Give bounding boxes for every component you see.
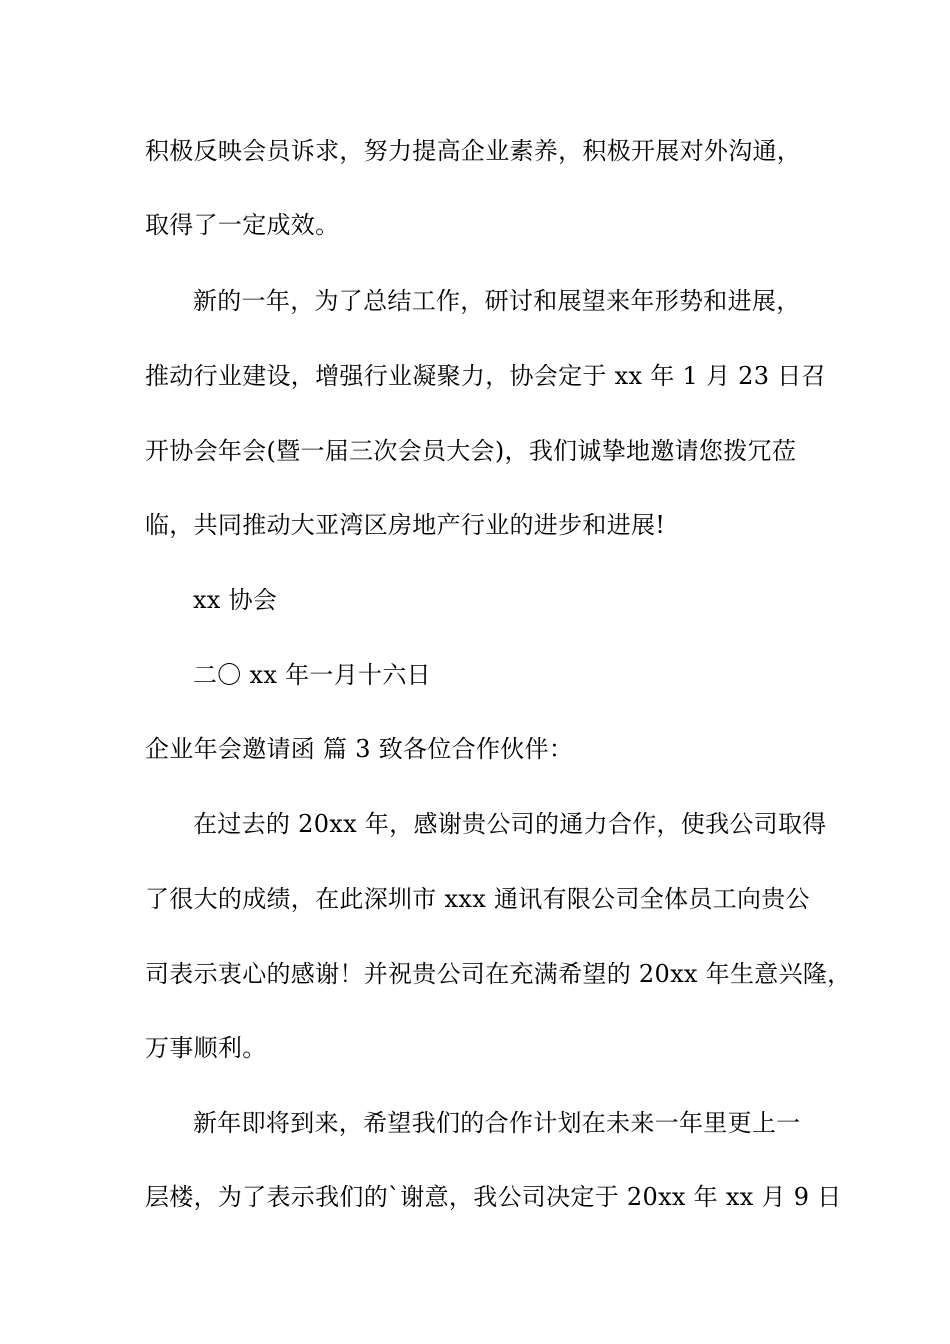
paragraph-line: 层楼，为了表示我们的`谢意，我公司决定于 20xx 年 xx 月 9 日 (145, 1183, 842, 1211)
paragraph-line: 司表示衷心的感谢！并祝贵公司在充满希望的 20xx 年生意兴隆， (145, 960, 852, 988)
paragraph-line: 了很大的成绩，在此深圳市 xxx 通讯有限公司全体员工向贵公 (145, 885, 810, 913)
paragraph-line: 推动行业建设，增强行业凝聚力，协会定于 xx 年 1 月 23 日召 (145, 362, 826, 390)
paragraph-line: 万事顺利。 (145, 1034, 267, 1062)
paragraph-line: 在过去的 20xx 年，感谢贵公司的通力合作，使我公司取得 (193, 810, 827, 838)
paragraph-line: 积极反映会员诉求，努力提高企业素养，积极开展对外沟通， (145, 137, 802, 165)
signature-org: xx 协会 (193, 586, 278, 614)
paragraph-line: 开协会年会(暨一届三次会员大会)，我们诚挚地邀请您拨冗莅 (145, 437, 797, 465)
paragraph-line: 新年即将到来，希望我们的合作计划在未来一年里更上一 (193, 1109, 801, 1137)
signature-date: 二〇 xx 年一月十六日 (193, 661, 431, 689)
paragraph-line: 新的一年，为了总结工作，研讨和展望来年形势和进展， (193, 287, 801, 315)
paragraph-line: 取得了一定成效。 (145, 211, 340, 239)
section-heading: 企业年会邀请函 篇 3 致各位合作伙伴： (145, 735, 574, 763)
paragraph-line: 临，共同推动大亚湾区房地产行业的进步和进展! (145, 511, 666, 539)
